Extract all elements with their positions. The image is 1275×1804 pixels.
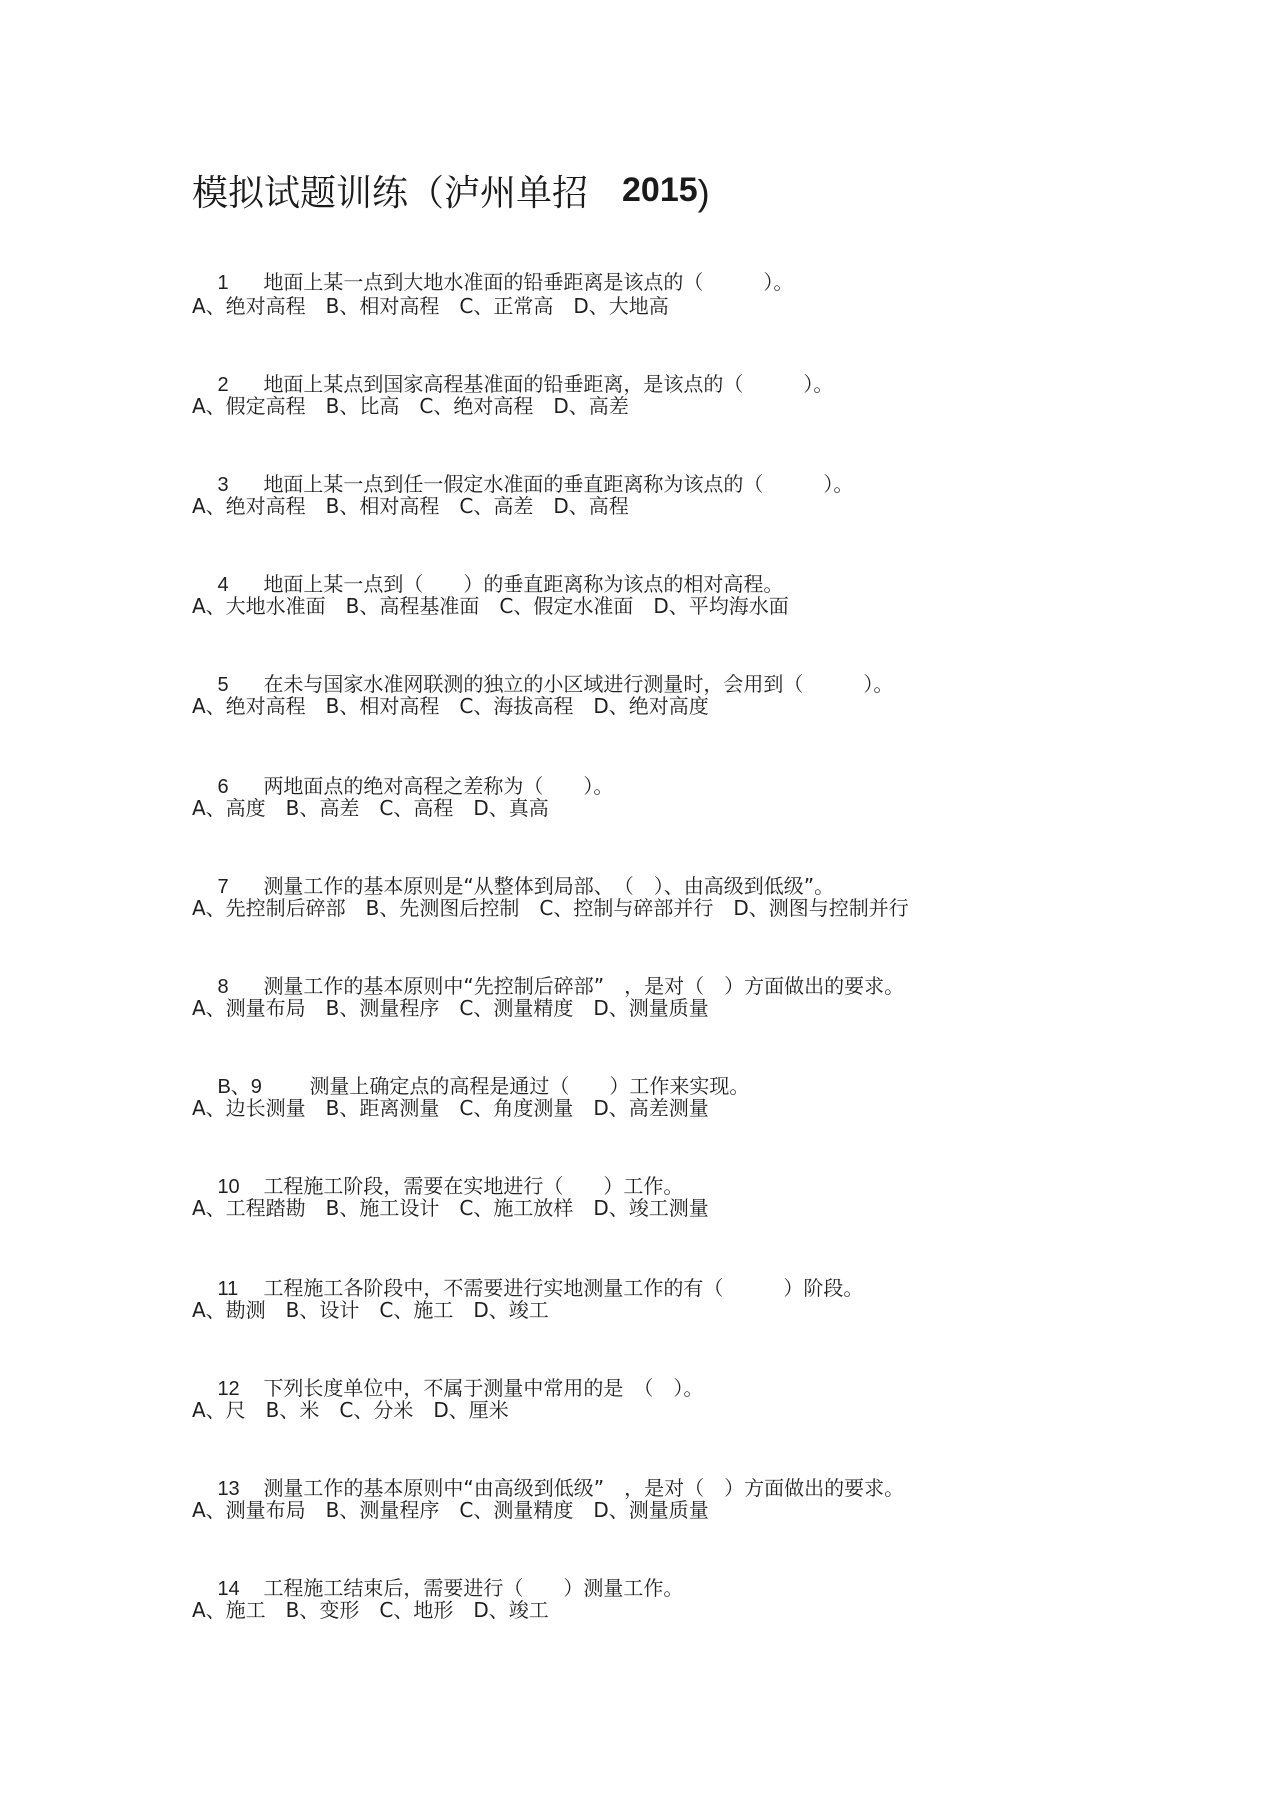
- question-text: 测量上确定点的高程是通过（ ）工作来实现。: [309, 1074, 750, 1098]
- question-text: 测量工作的基本原则中“由高级到低级” ，是对（ ）方面做出的要求。: [263, 1476, 905, 1500]
- question-14-options: A、施工 B、变形 C、地形 D、竣工: [192, 1598, 549, 1622]
- question-number: 2: [217, 374, 229, 396]
- question-6-options: A、高度 B、高差 C、高程 D、真高: [192, 796, 549, 820]
- question-number: 4: [217, 574, 229, 596]
- question-7-options: A、先控制后碎部 B、先测图后控制 C、控制与碎部并行 D、测图与控制并行: [192, 896, 909, 920]
- question-number: 12: [217, 1378, 240, 1400]
- question-5-options: A、绝对高程 B、相对高程 C、海拔高程 D、绝对高度: [192, 694, 709, 718]
- question-11-options: A、勘测 B、设计 C、施工 D、竣工: [192, 1298, 549, 1322]
- question-number: 5: [217, 674, 229, 696]
- question-number: 13: [217, 1478, 240, 1500]
- question-12-options: A、尺 B、米 C、分米 D、厘米: [192, 1398, 509, 1422]
- title-year: 2015: [622, 171, 698, 209]
- question-text: 地面上某一点到任一假定水准面的垂直距离称为该点的（ ）。: [263, 472, 854, 496]
- question-1-options: A、绝对高程 B、相对高程 C、正常高 D、大地高: [192, 294, 669, 318]
- question-9-options: A、边长测量 B、距离测量 C、角度测量 D、高差测量: [192, 1096, 709, 1120]
- title-close-paren: ): [697, 172, 710, 213]
- question-text: 地面上某点到国家高程基准面的铅垂距离，是该点的（ ）。: [263, 372, 834, 396]
- question-2-options: A、假定高程 B、比高 C、绝对高程 D、高差: [192, 394, 629, 418]
- question-text: 工程施工阶段，需要在实地进行（ ）工作。: [263, 1174, 684, 1198]
- question-text: 地面上某一点到大地水准面的铅垂距离是该点的（ ）。: [263, 270, 794, 294]
- question-number: 8: [217, 976, 229, 998]
- title-main: 模拟试题训练（泸州单招: [192, 173, 589, 214]
- question-number: 3: [217, 474, 229, 496]
- question-number: 6: [217, 776, 229, 798]
- question-text: 在未与国家水准网联测的独立的小区域进行测量时，会用到（ ）。: [263, 672, 894, 696]
- question-8-options: A、测量布局 B、测量程序 C、测量精度 D、测量质量: [192, 996, 709, 1020]
- question-number: 10: [217, 1176, 240, 1198]
- question-number: B、9: [217, 1076, 262, 1098]
- question-text: 两地面点的绝对高程之差称为（ ）。: [263, 774, 614, 798]
- question-4-options: A、大地水准面 B、高程基准面 C、假定水准面 D、平均海水面: [192, 594, 789, 618]
- question-13-options: A、测量布局 B、测量程序 C、测量精度 D、测量质量: [192, 1498, 709, 1522]
- question-text: 测量工作的基本原则是“从整体到局部、 （ ）、由高级到低级”。: [263, 874, 835, 898]
- question-text: 下列长度单位中，不属于测量中常用的是 （ ）。: [263, 1376, 704, 1400]
- question-text: 工程施工结束后，需要进行（ ）测量工作。: [263, 1576, 684, 1600]
- page-title: [192, 170, 710, 217]
- question-number: 14: [217, 1578, 240, 1600]
- question-text: 地面上某一点到（ ）的垂直距离称为该点的相对高程。: [263, 572, 784, 596]
- question-text: 测量工作的基本原则中“先控制后碎部” ，是对（ ）方面做出的要求。: [263, 974, 905, 998]
- question-number: 11: [217, 1278, 239, 1300]
- question-10-options: A、工程踏勘 B、施工设计 C、施工放样 D、竣工测量: [192, 1196, 709, 1220]
- question-3-options: A、绝对高程 B、相对高程 C、高差 D、高程: [192, 494, 629, 518]
- question-number: 1: [217, 272, 229, 294]
- question-text: 工程施工各阶段中，不需要进行实地测量工作的有（ ）阶段。: [263, 1276, 864, 1300]
- question-number: 7: [217, 876, 229, 898]
